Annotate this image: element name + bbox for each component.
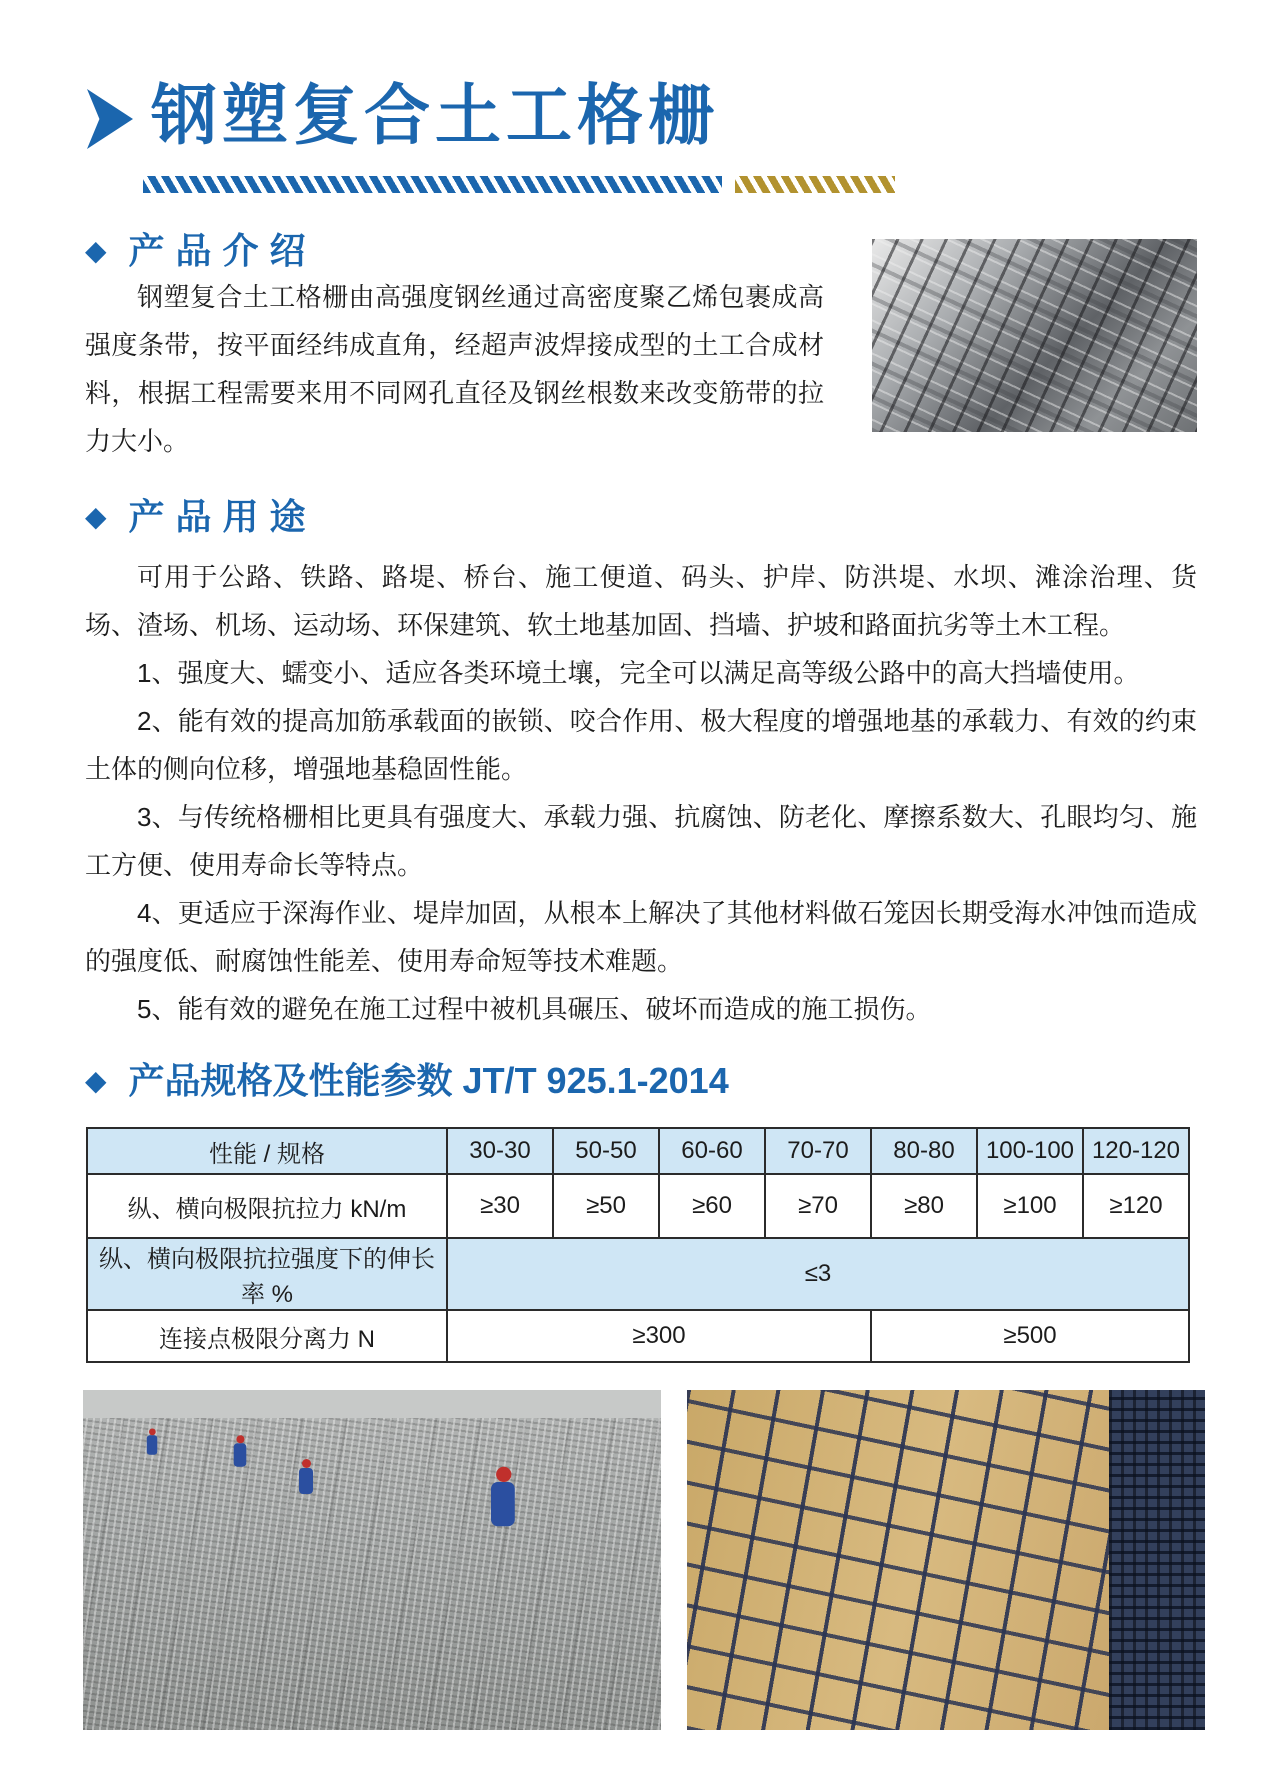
table-header-row (87, 1128, 1189, 1174)
table-header-cell: 50-50 (553, 1128, 659, 1174)
value-cell-merged: ≤3 (447, 1238, 1189, 1310)
diamond-icon: ◆ (85, 1065, 107, 1096)
table-row-tensile-strength (87, 1174, 1189, 1238)
section-product-intro (85, 229, 1197, 465)
section-product-specs (85, 1059, 1197, 1363)
construction-workers-photo (83, 1390, 661, 1730)
value-cell: ≥70 (765, 1174, 871, 1238)
table-header-cell: 80-80 (871, 1128, 977, 1174)
hatched-divider (143, 176, 1197, 193)
specs-heading (85, 1059, 1197, 1103)
site-photos-row (83, 1390, 1205, 1730)
section-product-usage (85, 495, 1197, 1033)
usage-heading (85, 495, 1197, 539)
value-cell-span: ≥300 (447, 1310, 871, 1362)
table-header-cell: 100-100 (977, 1128, 1083, 1174)
divider-gold-hatch (735, 176, 895, 193)
usage-item: 1、强度大、蠕变小、适应各类环境土壤，完全可以满足高等级公路中的高大挡墙使用。 (137, 658, 1140, 688)
worker-figure (491, 1482, 515, 1526)
intro-heading (85, 229, 824, 273)
value-cell: ≥100 (977, 1174, 1083, 1238)
value-cell: ≥30 (447, 1174, 553, 1238)
worker-figure (299, 1468, 313, 1494)
divider-blue-hatch (143, 176, 722, 193)
table-header-cell: 性能 / 规格 (87, 1128, 447, 1174)
value-cell: ≥60 (659, 1174, 765, 1238)
usage-item: 3、与传统格栅相比更具有强度大、承载力强、抗腐蚀、防老化、摩擦系数大、孔眼均匀、施工方便、使用寿命长等特点。 (85, 802, 1197, 880)
row-label-cell: 纵、横向极限抗拉强度下的伸长率 % (87, 1238, 447, 1310)
table-header-cell: 30-30 (447, 1128, 553, 1174)
usage-item: 2、能有效的提高加筋承载面的嵌锁、咬合作用、极大程度的增强地基的承载力、有效的约束土体的侧向位移，增强地基稳固性能。 (85, 706, 1197, 784)
geogrid-installation-photo (687, 1390, 1205, 1730)
usage-intro-paragraph: 可用于公路、铁路、路堤、桥台、施工便道、码头、护岸、防洪堤、水坝、滩涂治理、货场、渣场、机场、运动场、环保建筑、软土地基加固、挡墙、护坡和路面抗劣等土木工程。 (85, 562, 1197, 640)
table-row-elongation (87, 1238, 1189, 1310)
row-label-cell: 连接点极限分离力 N (87, 1310, 447, 1362)
table-header-cell: 120-120 (1083, 1128, 1189, 1174)
specs-heading-label: 产品规格及性能参数 JT/T 925.1-2014 (128, 1060, 729, 1101)
page-header (85, 78, 1197, 156)
usage-heading-label: 产品用途 (128, 496, 317, 537)
table-header-cell: 60-60 (659, 1128, 765, 1174)
spec-table (86, 1127, 1190, 1363)
value-cell: ≥50 (553, 1174, 659, 1238)
usage-item: 4、更适应于深海作业、堤岸加固，从根本上解决了其他材料做石笼因长期受海水冲蚀而造成的强度低、耐腐蚀性能差、使用寿命短等技术难题。 (85, 898, 1197, 976)
worker-figure (147, 1435, 158, 1455)
diamond-icon: ◆ (85, 235, 107, 266)
geogrid-roll-band (1109, 1390, 1205, 1730)
diamond-icon: ◆ (85, 501, 107, 532)
value-cell: ≥80 (871, 1174, 977, 1238)
value-cell-span: ≥500 (871, 1310, 1189, 1362)
title-arrow-icon (87, 89, 133, 149)
intro-paragraph: 钢塑复合土工格栅由高强度钢丝通过高密度聚乙烯包裹成高强度条带，按平面经纬成直角，经超声波焊接成型的土工合成材料，根据工程需要来用不同网孔直径及钢丝根数来改变筋带的拉力大小。 (85, 282, 824, 456)
row-label-cell: 纵、横向极限抗拉力 kN/m (87, 1174, 447, 1238)
worker-figure (234, 1443, 247, 1466)
usage-item: 5、能有效的避免在施工过程中被机具碾压、破坏而造成的施工损伤。 (137, 994, 932, 1024)
page-title: 钢塑复合土工格栅 (151, 80, 719, 153)
value-cell: ≥120 (1083, 1174, 1189, 1238)
table-header-cell: 70-70 (765, 1128, 871, 1174)
geogrid-rolls-photo (872, 239, 1197, 432)
table-row-junction-strength (87, 1310, 1189, 1362)
intro-heading-label: 产品介绍 (128, 230, 317, 271)
